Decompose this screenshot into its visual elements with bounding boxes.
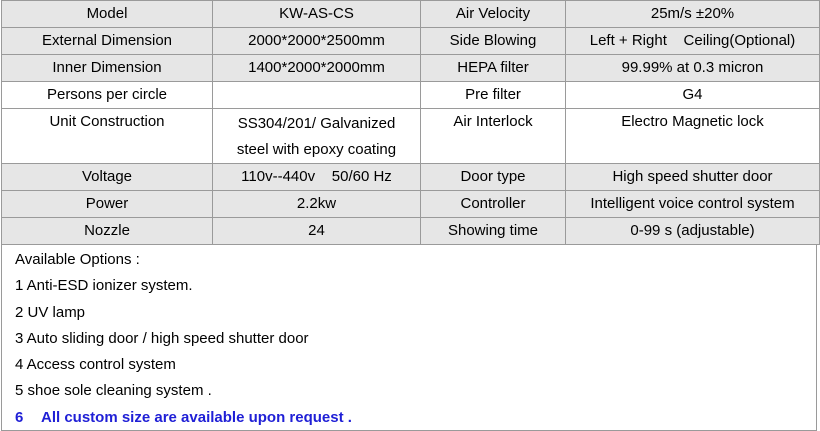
table-row: [2, 164, 820, 191]
spec-value: Intelligent voice control system: [566, 191, 820, 218]
table-row: [2, 55, 820, 82]
table-row: [2, 191, 820, 218]
spec-label: Door type: [421, 164, 566, 191]
spec-label: Air Interlock: [421, 109, 566, 164]
table-row: [2, 82, 820, 109]
spec-value: 24: [213, 218, 421, 245]
spec-value: 0-99 s (adjustable): [566, 218, 820, 245]
option-item: 1 Anti-ESD ionizer system.: [15, 277, 193, 295]
spec-value: Left + Right Ceiling(Optional): [566, 28, 820, 55]
spec-label: Model: [2, 1, 213, 28]
option-item: 2 UV lamp: [15, 303, 86, 321]
specification-table-body: [2, 1, 820, 245]
spec-value: 25m/s ±20%: [566, 1, 820, 28]
spec-label: Inner Dimension: [2, 55, 213, 82]
spec-value: KW-AS-CS: [213, 1, 421, 28]
option-item: 4 Access control system: [15, 356, 176, 374]
spec-label: Persons per circle: [2, 82, 213, 109]
spec-value: 2000*2000*2500mm: [213, 28, 421, 55]
spec-label: Unit Construction: [2, 109, 213, 164]
available-options: [1, 245, 817, 431]
table-row: [2, 28, 820, 55]
spec-value: 99.99% at 0.3 micron: [566, 55, 820, 82]
option-item: 3 Auto sliding door / high speed shutter door: [15, 329, 309, 347]
spec-value: [213, 82, 421, 109]
custom-size-note-number: 6: [15, 408, 24, 426]
spec-label: Power: [2, 191, 213, 218]
spec-label: Controller: [421, 191, 566, 218]
custom-size-note: [15, 405, 816, 431]
option-item: 5 shoe sole cleaning system .: [15, 382, 212, 400]
spec-label: HEPA filter: [421, 55, 566, 82]
options-heading: Available Options :: [15, 251, 140, 268]
table-row: [2, 1, 820, 28]
spec-label: Showing time: [421, 218, 566, 245]
spec-value-line: SS304/201/ Galvanized: [237, 115, 396, 132]
spec-label: Pre filter: [421, 82, 566, 109]
spec-value: 2.2kw: [213, 191, 421, 218]
spec-value: High speed shutter door: [566, 164, 820, 191]
spec-label: Side Blowing: [421, 28, 566, 55]
spec-value: 1400*2000*2000mm: [213, 55, 421, 82]
spec-value: 110v--440v 50/60 Hz: [213, 164, 421, 191]
spec-label: Air Velocity: [421, 1, 566, 28]
table-row: [2, 218, 820, 245]
spec-label: External Dimension: [2, 28, 213, 55]
spec-value: [213, 109, 421, 164]
table-row: [2, 109, 820, 164]
spec-value: G4: [566, 82, 820, 109]
spec-label: Nozzle: [2, 218, 213, 245]
spec-sheet: [1, 0, 819, 431]
specification-table: [1, 0, 820, 245]
spec-value: Electro Magnetic lock: [566, 109, 820, 164]
spec-label: Voltage: [2, 164, 213, 191]
custom-size-note-text: All custom size are available upon request .: [41, 408, 352, 426]
spec-value-line: steel with epoxy coating: [236, 141, 397, 158]
